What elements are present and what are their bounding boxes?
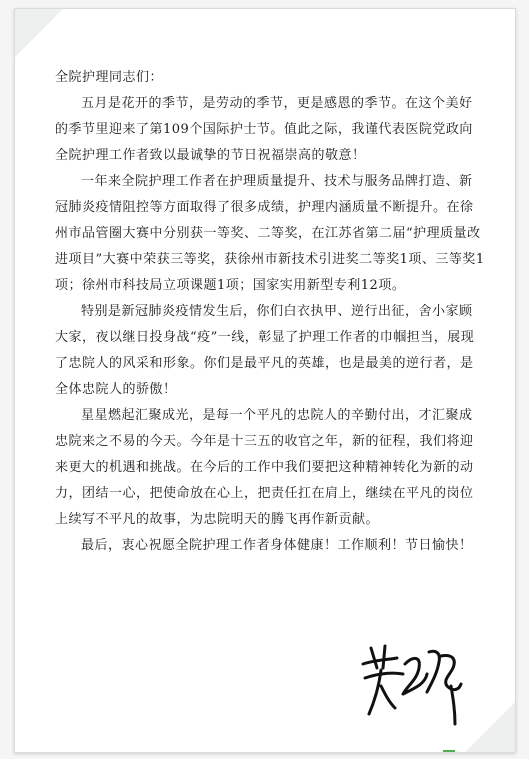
- letter-page: [14, 8, 516, 753]
- accent-bar: [443, 750, 455, 752]
- handwritten-signature: [355, 634, 475, 729]
- letter-body: [55, 65, 485, 559]
- letter-paragraph: 特别是新冠肺炎疫情发生后，你们白衣执甲、逆行出征，舍小家顾大家，夜以继日投身战“疫”一线，彰显了护理工作者的巾帼担当，展现了忠院人的风采和形象。你们是最平凡的英雄，也是最美的逆行者，是全体忠院人的骄傲！: [55, 304, 475, 397]
- letter-paragraph: 星星燃起汇聚成光，是每一个平凡的忠院人的辛勤付出，才汇聚成忠院来之不易的今天。今年是十三五的收官之年，新的征程，我们将迎来更大的机遇和挑战。在今后的工作中我们要把这种精神转化为新的动力，团结一心，把使命放在心上，把责任扛在肩上，继续在平凡的岗位上续写不平凡的故事，为忠院明天的腾飞再作新贡献。: [55, 408, 474, 527]
- letter-paragraph: 一年来全院护理工作者在护理质量提升、技术与服务品牌打造、新冠肺炎疫情阻控等方面取得了很多成绩，护理内涵质量不断提升。在徐州市品管圈大赛中分别获一等奖、二等奖，在江苏省第二届“护理质量改进项目”大赛中荣获三等奖，获徐州市新技术引进奖二等奖1项、三等奖1项；徐州市科技局立项课题1项；国家实用新型专利12项。: [55, 174, 485, 293]
- letter-salutation: 全院护理同志们：: [55, 70, 164, 85]
- letter-closing: 最后，衷心祝愿全院护理工作者身体健康！工作顺利！节日愉快！: [81, 538, 473, 553]
- page-corner-decoration: [15, 9, 63, 57]
- letter-paragraph: 五月是花开的季节，是劳动的季节，更是感恩的季节。在这个美好的季节里迎来了第109个国际护士节。值此之际，我谨代表医院党政向全院护理工作者致以最诚挚的节日祝福崇高的敬意！: [55, 96, 473, 163]
